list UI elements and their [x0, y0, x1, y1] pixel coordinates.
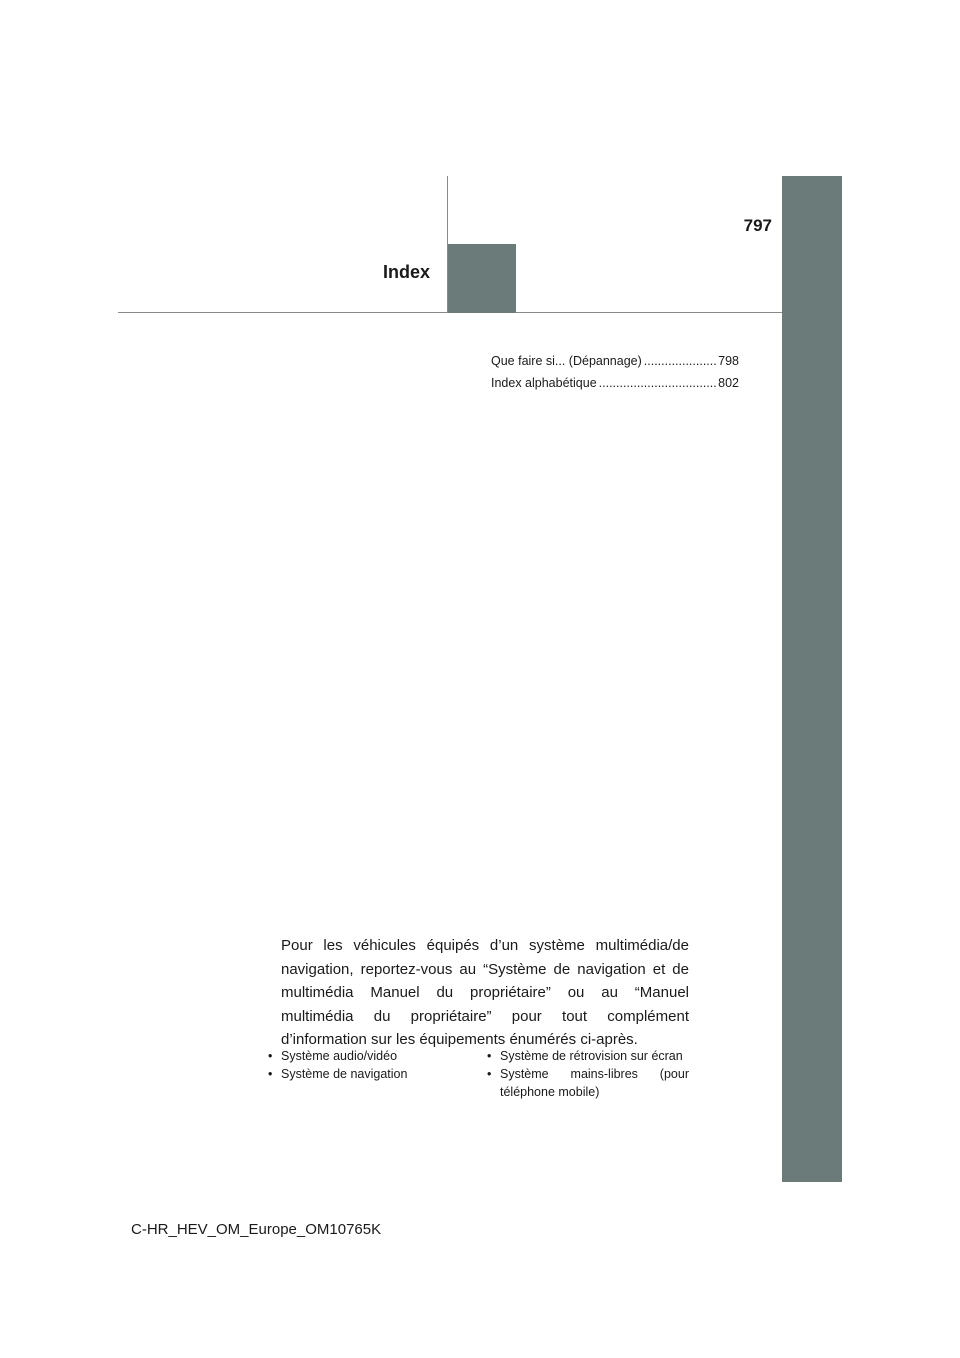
toc-entry-troubleshooting[interactable] — [491, 354, 739, 376]
header-color-block — [448, 244, 516, 313]
list-item-text: Système mains-libres (pour téléphone mobile) — [500, 1067, 689, 1099]
toc-entry-page: 802 — [718, 376, 739, 390]
list-item-text: Système de navigation — [281, 1067, 408, 1081]
toc-leader-dots — [599, 376, 716, 390]
toc-entry-label: Que faire si... (Dépannage) — [491, 354, 642, 368]
toc-entry-label: Index alphabétique — [491, 376, 597, 390]
equipment-list-left — [268, 1047, 458, 1083]
list-item — [487, 1065, 689, 1101]
toc-leader-dots — [644, 354, 716, 368]
document-footer-code: C-HR_HEV_OM_Europe_OM10765K — [131, 1221, 382, 1238]
list-item — [268, 1065, 458, 1083]
list-item-text: Système audio/vidéo — [281, 1049, 398, 1063]
side-chapter-tab — [782, 176, 842, 1182]
page-number: 797 — [743, 216, 772, 235]
table-of-contents — [491, 354, 739, 398]
section-title: Index — [382, 262, 430, 282]
toc-entry-page: 798 — [718, 354, 739, 368]
list-item — [487, 1047, 689, 1065]
bullet-icon: • — [487, 1067, 492, 1081]
multimedia-notice: Pour les véhicules équipés d’un système multimédia/de navigation, reportez-vous au “Système de navigation et de multimédia Manuel du propriétaire” ou au “Manuel multimédia du propriétaire” pour tout complément d’information sur les équipements énumérés ci-après. — [281, 937, 689, 1048]
bullet-icon: • — [268, 1049, 273, 1063]
bullet-icon: • — [268, 1067, 273, 1081]
toc-entry-alphabetical-index[interactable] — [491, 376, 739, 398]
bullet-icon: • — [487, 1049, 492, 1063]
list-item — [268, 1047, 458, 1065]
list-item-text: Système de rétrovision sur écran — [500, 1049, 683, 1063]
equipment-list-right — [487, 1047, 689, 1101]
